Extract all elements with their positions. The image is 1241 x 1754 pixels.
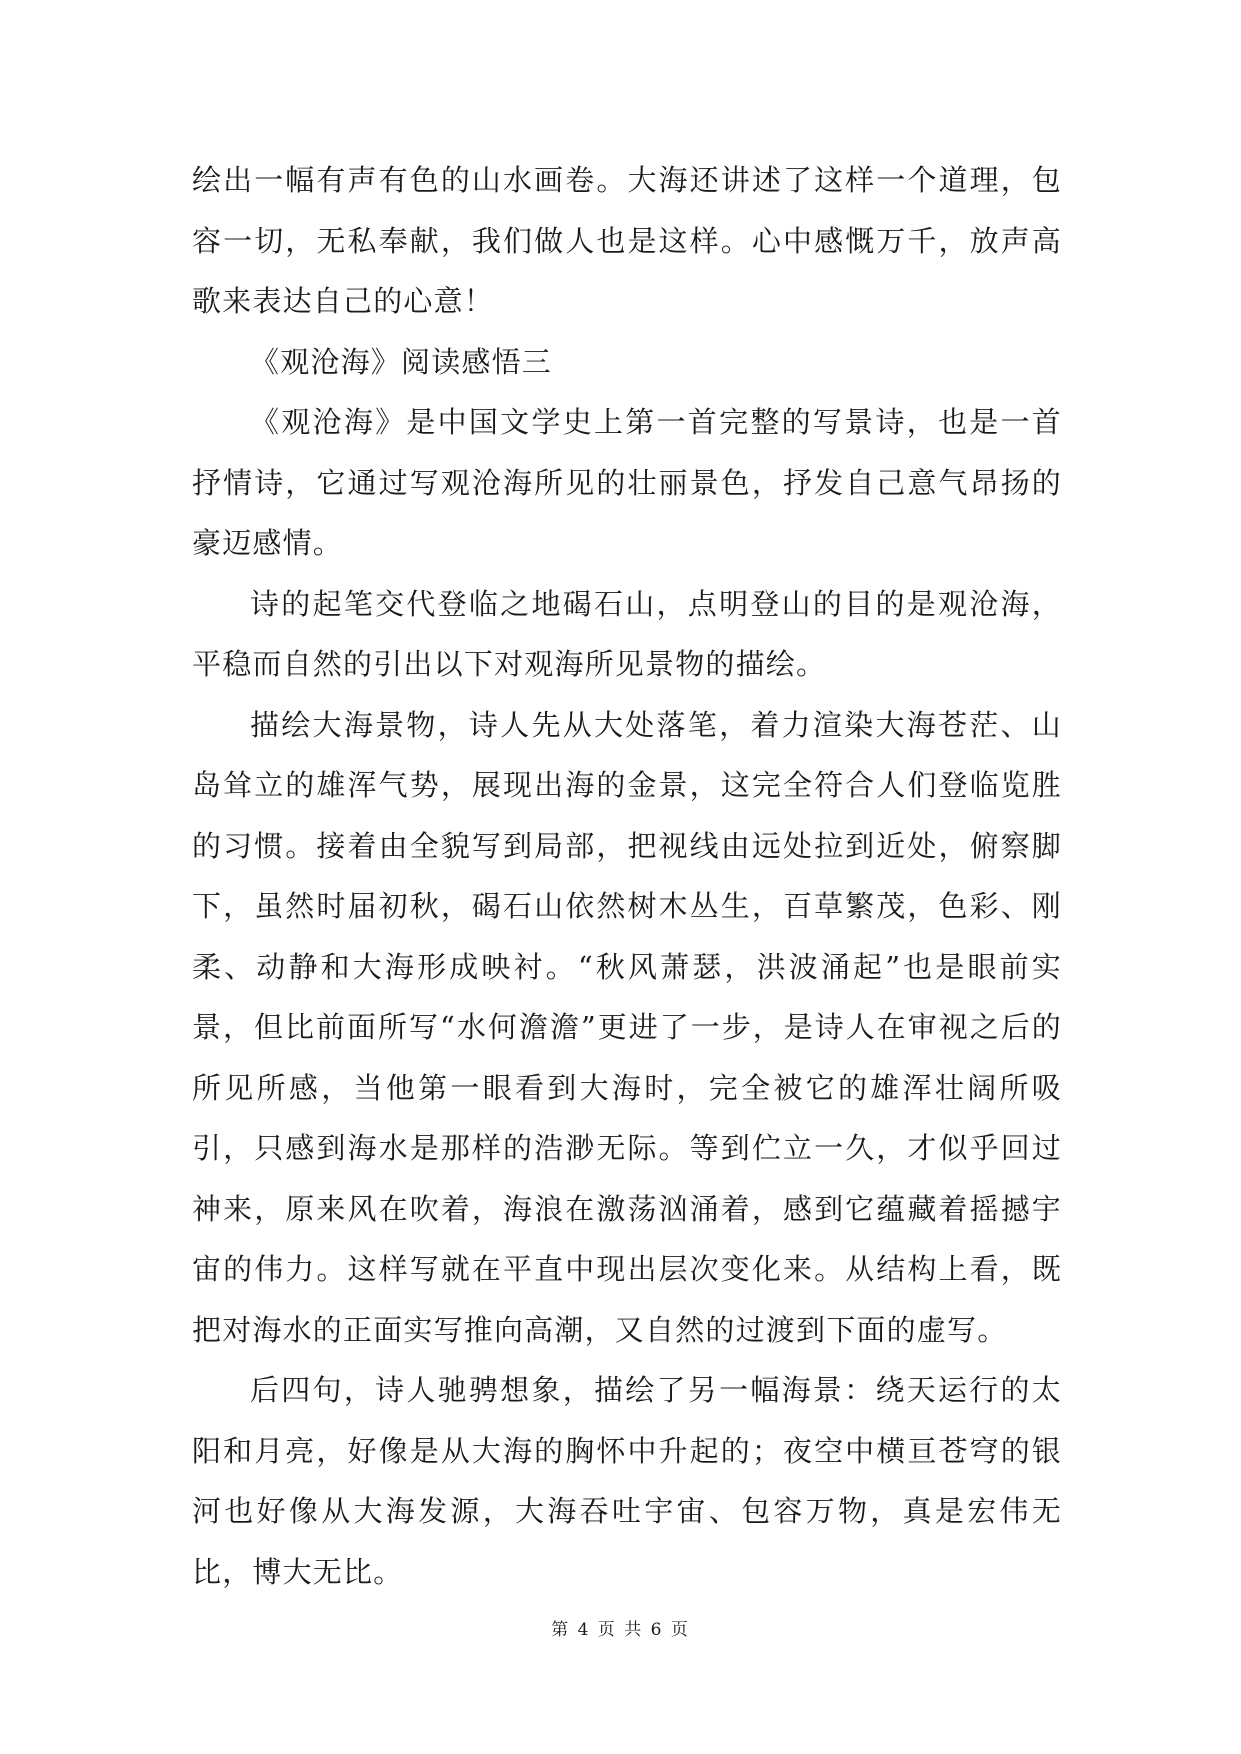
paragraph-continuation: 绘出一幅有声有色的山水画卷。大海还讲述了这样一个道理，包容一切，无私奉献，我们做人也是这样。心中感慨万千，放声高歌来表达自己的心意！ <box>192 163 1062 318</box>
paragraph-opening: 诗的起笔交代登临之地碣石山，点明登山的目的是观沧海，平稳而自然的引出以下对观海所见景物的描绘。 <box>192 586 1062 681</box>
paragraph-intro: 《观沧海》是中国文学史上第一首完整的写景诗，也是一首抒情诗，它通过写观沧海所见的壮丽景色，抒发自己意气昂扬的豪迈感情。 <box>192 405 1062 560</box>
section-heading: 《观沧海》阅读感悟三 <box>250 344 553 379</box>
paragraph-imagination: 后四句，诗人驰骋想象，描绘了另一幅海景：绕天运行的太阳和月亮，好像是从大海的胸怀中升起的；夜空中横亘苍穹的银河也好像从大海发源，大海吞吐宇宙、包容万物，真是宏伟无比，博大无比。 <box>192 1373 1062 1589</box>
paragraph-scenery: 描绘大海景物，诗人先从大处落笔，着力渲染大海苍茫、山岛耸立的雄浑气势，展现出海的金景，这完全符合人们登临览胜的习惯。接着由全貌写到局部，把视线由远处拉到近处，俯察脚下，虽然时届初秋，碣石山依然树木丛生，百草繁茂，色彩、刚柔、动静和大海形成映衬。“秋风萧瑟，洪波涌起”也是眼前实景，但比前面所写“水何澹澹”更进了一步，是诗人在审视之后的所见所感，当他第一眼看到大海时，完全被它的雄浑壮阔所吸引，只感到海水是那样的浩渺无际。等到伫立一久，才似乎回过神来，原来风在吹着，海浪在激荡汹涌着，感到它蕴藏着摇撼宇宙的伟力。这样写就在平直中现出层次变化来。从结构上看，既把对海水的正面实写推向高潮，又自然的过渡到下面的虚写。 <box>192 707 1062 1347</box>
page-number-footer: 第 4 页 共 6 页 <box>551 1620 690 1640</box>
document-body <box>192 150 1062 1602</box>
